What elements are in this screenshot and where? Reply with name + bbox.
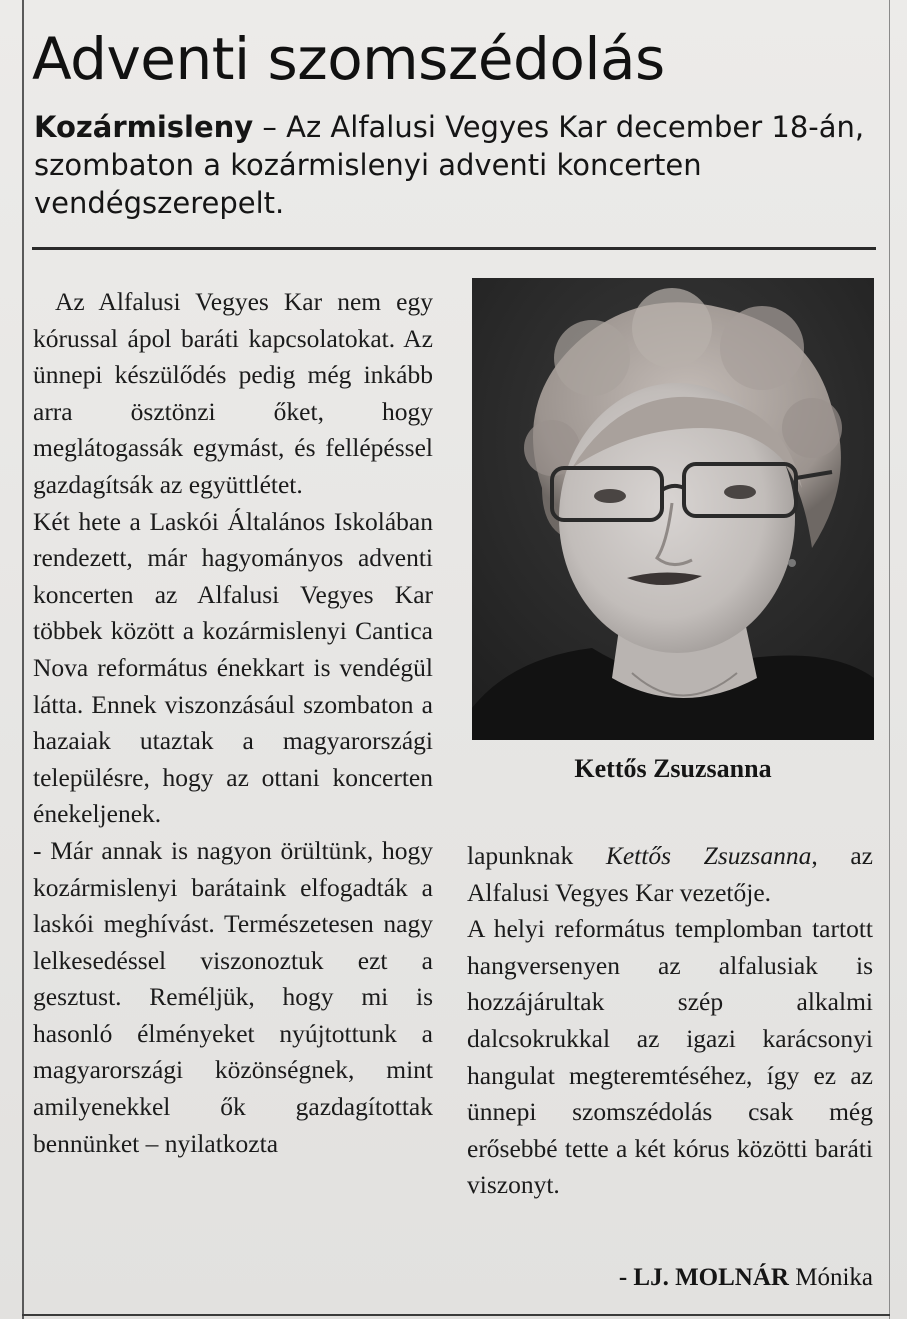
article-byline — [467, 1261, 873, 1295]
article-bottom-rule — [22, 1314, 890, 1316]
continuation-end: , az Alfalusi Vegyes Kar vezetője. — [467, 841, 873, 907]
byline-prefix: - LJ. MOLNÁR — [618, 1264, 789, 1291]
portrait-photo-icon — [472, 278, 874, 740]
body-paragraph-continuation — [467, 838, 873, 911]
lead-divider — [32, 247, 876, 250]
lead-dash: – — [253, 110, 287, 144]
article-lead — [34, 108, 880, 222]
lead-text: Az Alfalusi Vegyes Kar december 18-án, szombaton a kozármislenyi adventi koncerten vendégszerepelt. — [34, 110, 865, 220]
article-title: Adventi szomszédolás — [32, 25, 665, 93]
body-paragraph-1: Az Alfalusi Vegyes Kar nem egy kórussal ápol baráti kapcsolatokat. Az ünnepi készülődés pedig még inkább arra ösztönzi őket, hogy meglátogassák egymást, és fellépéssel gazdagítsák az együttlétet. — [33, 287, 433, 499]
article-body-right-column — [467, 838, 873, 1204]
portrait-photo — [472, 278, 874, 740]
lead-place: Kozármisleny — [34, 110, 254, 144]
continuation-start: lapunknak — [467, 841, 606, 870]
byline-name: Mónika — [788, 1264, 873, 1291]
photo-caption: Kettős Zsuzsanna — [574, 754, 772, 783]
body-paragraph-3: - Már annak is nagyon örültünk, hogy kozármislenyi barátaink elfogadták a laskói meghívást. Természetesen nagy lelkesedéssel viszonoztuk ezt a gesztust. Reméljük, hogy mi is hasonló élményeket nyújtottunk a magyarországi közönségnek, mint amilyenekkel ők gazdagítottak bennünket – nyilatkozta — [33, 835, 433, 1158]
body-paragraph-final: A helyi református templomban tartott hangversenyen az alfalusiak is hozzájárultak szép alkalmi dalcsokrukkal az igazi karácsonyi hangulat megteremtéséhez, így ez az ünnepi szomszédolás csak még erősebbé tette a két kórus közötti baráti viszonyt. — [467, 914, 873, 1200]
continuation-name: Kettős Zsuzsanna — [605, 841, 812, 870]
column-rule-right — [889, 0, 890, 1319]
column-rule-left — [22, 0, 24, 1319]
article-body-left-column — [33, 284, 433, 1162]
body-paragraph-2: Két hete a Laskói Általános Iskolában rendezett, már hagyományos adventi koncerten az Alfalusi Vegyes Kar többek között a kozármislenyi Cantica Nova református énekkart is vendégül látta. Ennek viszonzásául szombaton a hazaiak utaztak a magyarországi településre, hogy az ottani koncerten énekeljenek. — [33, 506, 433, 829]
